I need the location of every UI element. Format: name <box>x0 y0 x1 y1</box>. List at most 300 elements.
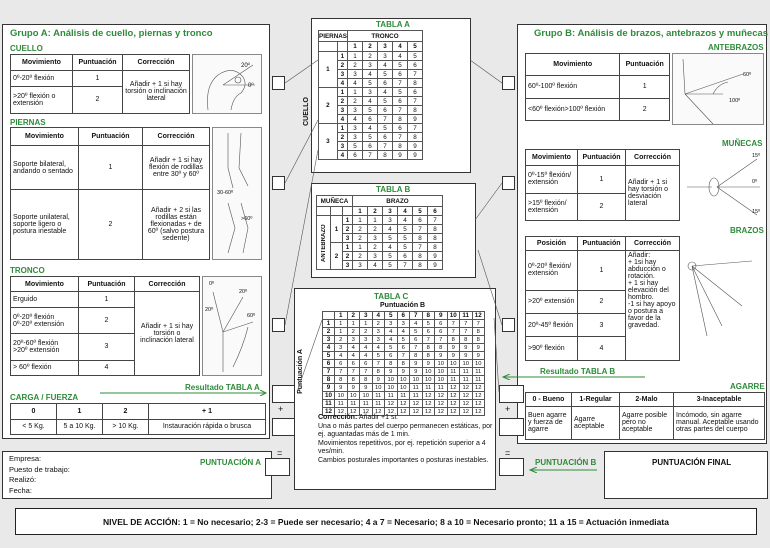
tabla-a-cell: 2 <box>348 97 363 106</box>
puntuacion-a-label: PUNTUACIÓN A <box>200 458 262 467</box>
tabla-a-cell: 5 <box>378 124 393 133</box>
tabla-c-cell: 12 <box>385 400 398 408</box>
tabla-a-cell: 8 <box>393 115 408 124</box>
tabla-a-cell: 6 <box>348 151 363 160</box>
movement-cell: 0º-20º flexión/ extensión <box>526 250 578 290</box>
tabla-c-cell: 10 <box>360 392 373 400</box>
piernas-header: PIERNAS <box>319 32 347 40</box>
tabla-c-cell: 12 <box>335 408 348 416</box>
tronco-score-box[interactable] <box>272 318 285 332</box>
antebrazos-table <box>525 53 670 121</box>
carga-value: > 10 Kg. <box>103 419 149 435</box>
movement-cell: 20º-60º flexión >20º extensión <box>11 334 79 360</box>
tabla-b-cell: 4 <box>383 243 398 252</box>
tabla-a-cell: 7 <box>408 97 423 106</box>
tabla-c-cell: 7 <box>360 368 373 376</box>
tabla-a-cell: 5 <box>408 52 423 61</box>
col-header: Corrección <box>626 237 680 251</box>
puntuacion-b-box[interactable] <box>499 458 524 476</box>
trunk-drawing <box>203 277 263 377</box>
tabla-a-cell: 5 <box>393 61 408 70</box>
tabla-c-cell: 3 <box>372 328 385 336</box>
movement-cell: 60º-100º flexión <box>526 76 620 98</box>
tabla-c-row-header: 8 <box>323 376 335 384</box>
tabla-c-cell: 11 <box>422 384 435 392</box>
tabla-c-cell: 12 <box>472 384 485 392</box>
neck-figure <box>192 54 262 114</box>
tabla-c-cell: 11 <box>335 400 348 408</box>
tabla-c-row-header: 3 <box>323 336 335 344</box>
brazo-col-header: 4 <box>398 207 413 216</box>
tabla-b-cell: 8 <box>413 252 428 261</box>
tabla-c-cell: 7 <box>460 320 473 328</box>
tabla-c-row-header: 11 <box>323 400 335 408</box>
tabla-a-cell: 6 <box>378 79 393 88</box>
tabla-c-cell: 12 <box>397 408 410 416</box>
piernas-table <box>10 127 210 260</box>
score-cell: 1 <box>79 292 135 307</box>
tabla-c-cell: 9 <box>372 376 385 384</box>
correction-cell: Añadir + 1 si hay flexión de rodillas entre 30º y 60º <box>143 146 210 190</box>
score-cell: 4 <box>79 360 135 375</box>
tabla-c-cell: 11 <box>410 384 423 392</box>
piernas-value: 3 <box>337 142 347 151</box>
tronco-col-header: 3 <box>378 42 393 52</box>
tabla-c-cell: 9 <box>410 368 423 376</box>
col-header: Movimiento <box>526 54 620 76</box>
tabla-c-cell: 3 <box>397 320 410 328</box>
cuello-table <box>10 54 190 114</box>
col-header: Puntuación <box>73 55 123 71</box>
tabla-c-cell: 11 <box>372 392 385 400</box>
tabla-c-cell: 7 <box>410 344 423 352</box>
piernas-value: 4 <box>337 79 347 88</box>
tabla-b-cell: 4 <box>368 261 383 270</box>
tabla-c-cell: 4 <box>397 328 410 336</box>
tabla-c-cell: 2 <box>360 328 373 336</box>
tabla-b-cell: 2 <box>353 252 368 261</box>
tabla-c-cell: 10 <box>347 392 360 400</box>
col-header: Movimiento <box>11 277 79 292</box>
tabla-a-cell: 5 <box>348 142 363 151</box>
tabla-c-col-header: 6 <box>397 312 410 320</box>
tabla-c-cell: 2 <box>335 336 348 344</box>
tabla-c-cell: 10 <box>472 360 485 368</box>
movement-cell: Soporte bilateral, andando o sentado <box>11 146 79 190</box>
piernas-score-box[interactable] <box>272 176 285 190</box>
brazos-score-box[interactable] <box>502 318 515 332</box>
tabla-a-cell: 3 <box>348 133 363 142</box>
tabla-c-row-header: 6 <box>323 360 335 368</box>
tabla-c-cell: 4 <box>372 344 385 352</box>
piernas-value: 2 <box>337 133 347 142</box>
cuello-axis-label: CUELLO <box>302 97 310 126</box>
tabla-c-cell: 1 <box>335 320 348 328</box>
piernas-value: 3 <box>337 106 347 115</box>
cuello-value: 1 <box>319 52 338 88</box>
tabla-b-cell: 4 <box>383 225 398 234</box>
col-header: Puntuación <box>620 54 670 76</box>
tabla-c-cell: 3 <box>385 320 398 328</box>
tabla-b-cell: 2 <box>368 243 383 252</box>
tabla-c-cell: 1 <box>335 328 348 336</box>
score-cell: 1 <box>578 166 626 193</box>
piernas-value: 4 <box>337 151 347 160</box>
score-cell: 2 <box>578 290 626 313</box>
puntuacion-final-label: PUNTUACIÓN FINAL <box>652 458 732 467</box>
muneca-value: 3 <box>343 234 353 243</box>
tabla-c-cell: 12 <box>460 384 473 392</box>
tabla-c-col-header: 9 <box>435 312 448 320</box>
tabla-c-cell: 2 <box>347 328 360 336</box>
agarre-value: Incómodo, sin agarre manual. Aceptable usando otras partes del cuerpo <box>674 406 765 439</box>
tabla-c-cell: 6 <box>347 360 360 368</box>
tabla-c-cell: 8 <box>422 352 435 360</box>
tabla-a-cell: 3 <box>363 88 378 97</box>
tabla-a-cell: 7 <box>378 115 393 124</box>
tabla-a-cell: 5 <box>363 106 378 115</box>
tabla-c-cell: 7 <box>372 360 385 368</box>
correccion-block <box>318 414 493 465</box>
wrist-angle-label: 0º <box>752 179 758 185</box>
tabla-c-cell: 9 <box>360 384 373 392</box>
col-header: Corrección <box>626 150 680 166</box>
tabla-c-cell: 8 <box>347 376 360 384</box>
tabla-a-cell: 4 <box>348 79 363 88</box>
tabla-c-cell: 4 <box>385 336 398 344</box>
movement-cell: <60º flexión>100º flexión <box>526 98 620 120</box>
tabla-c-cell: 12 <box>385 408 398 416</box>
tabla-c-row-header: 1 <box>323 320 335 328</box>
tabla-c-cell: 4 <box>360 344 373 352</box>
tabla-a-cell: 7 <box>408 70 423 79</box>
forearm-angle-label: 100º <box>729 98 741 104</box>
tabla-c-cell: 12 <box>410 408 423 416</box>
tronco-table <box>10 276 200 376</box>
tabla-c-cell: 11 <box>460 368 473 376</box>
tabla-c-cell: 6 <box>397 344 410 352</box>
muneca-value: 2 <box>343 225 353 234</box>
tabla-a-cell: 7 <box>378 142 393 151</box>
correction-cell: Añadir + 1 si hay torsión o desviación lateral <box>626 166 680 221</box>
resultado-b-arrow <box>500 374 650 380</box>
tabla-c-row-header: 10 <box>323 392 335 400</box>
tabla-c-cell: 7 <box>447 328 460 336</box>
tabla-b-cell: 9 <box>428 252 443 261</box>
brazo-col-header: 3 <box>383 207 398 216</box>
col-header: Puntuación <box>79 128 143 146</box>
tabla-c-cell: 12 <box>447 392 460 400</box>
piernas-value: 2 <box>337 61 347 70</box>
tabla-c-cell: 10 <box>397 376 410 384</box>
tabla-b-cell: 5 <box>398 225 413 234</box>
tabla-c-row-header: 7 <box>323 368 335 376</box>
forearm-figure <box>672 53 764 125</box>
tabla-c-cell: 8 <box>397 360 410 368</box>
tabla-a-cell: 5 <box>363 133 378 142</box>
correction-cell: Añadir: + 1si hay abducción o rotación. + 1 si hay elevación del hombro. -1 si hay apoyo o postura a favor de la gravedad. <box>626 250 680 360</box>
tronco-col-header: 2 <box>363 42 378 52</box>
brazo-col-header: 1 <box>353 207 368 216</box>
resultado-a-label: Resultado TABLA A <box>185 383 260 392</box>
tabla-c-cell: 12 <box>447 408 460 416</box>
connector <box>470 60 502 83</box>
tabla-b-cell: 7 <box>413 225 428 234</box>
tabla-c-row-header: 4 <box>323 344 335 352</box>
piernas-value: 4 <box>337 115 347 124</box>
tabla-c-cell: 6 <box>410 336 423 344</box>
resultado-b-label: Resultado TABLA B <box>540 367 616 376</box>
group-a-title: Grupo A: Análisis de cuello, piernas y tronco <box>10 28 213 39</box>
tabla-b-cell: 7 <box>413 243 428 252</box>
piernas-value: 2 <box>337 97 347 106</box>
tabla-a-cell: 2 <box>363 52 378 61</box>
tabla-c-cell: 11 <box>385 392 398 400</box>
tabla-a-cell: 4 <box>348 115 363 124</box>
plus-sign-b: + <box>505 404 511 414</box>
tabla-a-cell: 4 <box>378 88 393 97</box>
piernas-label: PIERNAS <box>10 118 46 127</box>
legs-angle-label: 30-60º <box>217 190 234 196</box>
score-cell: 2 <box>620 98 670 120</box>
tabla-a-cell: 4 <box>363 97 378 106</box>
tabla-b-cell: 8 <box>428 225 443 234</box>
muneca-header: MUÑECA <box>317 196 353 207</box>
score-cell: 4 <box>578 337 626 361</box>
cuello-label: CUELLO <box>10 44 43 53</box>
tabla-c-cell: 12 <box>410 400 423 408</box>
tabla-c-cell: 10 <box>397 384 410 392</box>
munecas-score-box[interactable] <box>502 176 515 190</box>
tabla-c-col-header: 3 <box>360 312 373 320</box>
tabla-c-cell: 8 <box>335 376 348 384</box>
arm-figure <box>682 236 764 361</box>
tabla-c-cell: 9 <box>397 368 410 376</box>
score-cell: 2 <box>79 307 135 333</box>
tronco-col-header: 1 <box>348 42 363 52</box>
tabla-c-cell: 1 <box>347 320 360 328</box>
agarre-header: 3-Inaceptable <box>674 393 765 407</box>
tabla-b-cell: 1 <box>353 216 368 225</box>
tabla-c-cell: 11 <box>472 376 485 384</box>
tabla-c-cell: 8 <box>372 368 385 376</box>
brazo-col-header: 5 <box>413 207 428 216</box>
forearm-angle-label: 60º <box>743 72 752 78</box>
piernas-value: 1 <box>337 52 347 61</box>
antebrazo-value: 2 <box>331 243 343 270</box>
tabla-a-cell: 3 <box>378 52 393 61</box>
tabla-b-cell: 2 <box>353 234 368 243</box>
tabla-a-cell: 8 <box>408 133 423 142</box>
tabla-c-cell: 12 <box>472 408 485 416</box>
movement-cell: >90º flexión <box>526 337 578 361</box>
resultado-b-box[interactable] <box>499 385 524 403</box>
tabla-b-cell: 9 <box>428 261 443 270</box>
score-cell: 2 <box>73 86 123 113</box>
tabla-c-cell: 7 <box>460 328 473 336</box>
tabla-c-cell: 7 <box>335 368 348 376</box>
tabla-c-cell: 9 <box>472 344 485 352</box>
tabla-c-cell: 5 <box>385 344 398 352</box>
puntuacion-b-label: PUNTUACIÓN B <box>535 458 597 467</box>
muneca-value: 1 <box>343 243 353 252</box>
tabla-a-cell: 3 <box>348 106 363 115</box>
tabla-c-cell: 12 <box>397 400 410 408</box>
tabla-b-cell: 5 <box>383 261 398 270</box>
tabla-c-cell: 12 <box>360 408 373 416</box>
group-b-title: Grupo B: Análisis de brazos, antebrazos y muñecas <box>534 28 769 39</box>
carga-header: 0 <box>11 404 57 420</box>
tabla-c-cell: 11 <box>460 376 473 384</box>
tabla-c-cell: 4 <box>347 352 360 360</box>
resultado-a-arrow <box>100 390 270 396</box>
tabla-c-cell: 12 <box>460 400 473 408</box>
tabla-c-cell: 10 <box>410 376 423 384</box>
tabla-c-cell: 12 <box>460 408 473 416</box>
tabla-c-cell: 5 <box>410 328 423 336</box>
empresa-label: Empresa: <box>9 454 42 463</box>
tabla-c-cell: 9 <box>447 344 460 352</box>
tabla-a-cell: 6 <box>393 124 408 133</box>
agarre-header: 2-Malo <box>620 393 674 407</box>
tronco-col-header: 5 <box>408 42 423 52</box>
brazos-table <box>525 236 680 361</box>
tabla-b-cell: 1 <box>353 243 368 252</box>
puntuacion-a-box[interactable] <box>265 458 290 476</box>
tabla-c-cell: 6 <box>435 328 448 336</box>
tabla-b-cell: 3 <box>383 216 398 225</box>
tabla-c-cell: 8 <box>385 360 398 368</box>
tabla-c-cell: 10 <box>435 376 448 384</box>
agarre-box[interactable] <box>499 418 524 436</box>
tabla-c-row-header: 9 <box>323 384 335 392</box>
tabla-c-cell: 8 <box>360 376 373 384</box>
antebrazo-axis-label: ANTEBRAZO <box>317 216 331 270</box>
antebrazos-score-box[interactable] <box>502 76 515 90</box>
tabla-c-cell: 11 <box>397 392 410 400</box>
tabla-c-cell: 10 <box>460 360 473 368</box>
tabla-c-row-header: 2 <box>323 328 335 336</box>
tabla-a-cell: 4 <box>393 52 408 61</box>
tabla-a-cell: 1 <box>348 88 363 97</box>
tabla-c-cell: 12 <box>435 408 448 416</box>
tabla-c-col-header: 4 <box>372 312 385 320</box>
tabla-b-cell: 4 <box>398 216 413 225</box>
correction-cell: Añadir + 1 si hay torsión o inclinación lateral <box>135 292 200 376</box>
tabla-a-cell: 6 <box>378 106 393 115</box>
correction-cell: Añadir + 2 si las rodillas están flexionadas + de 60º (salvo postura sedente) <box>143 190 210 260</box>
forearm-drawing <box>673 54 765 126</box>
score-cell: 1 <box>578 250 626 290</box>
tabla-a-cell: 4 <box>378 61 393 70</box>
tabla-c-cell: 10 <box>435 360 448 368</box>
tabla-a-cell: 7 <box>363 151 378 160</box>
col-header: Puntuación <box>578 150 626 166</box>
tabla-b-cell: 5 <box>383 234 398 243</box>
muneca-value: 1 <box>343 216 353 225</box>
piernas-value: 3 <box>337 70 347 79</box>
tabla-b-cell: 2 <box>353 225 368 234</box>
arm-drawing <box>682 236 764 361</box>
tabla-c-cell: 5 <box>422 320 435 328</box>
brazos-label: BRAZOS <box>730 226 764 235</box>
tabla-b-cell: 8 <box>428 243 443 252</box>
tabla-c-cell: 4 <box>410 320 423 328</box>
tabla-c-cell: 11 <box>447 368 460 376</box>
tabla-c-cell: 12 <box>435 400 448 408</box>
tabla-c-cell: 11 <box>347 400 360 408</box>
tabla-c-cell: 11 <box>372 400 385 408</box>
tabla-c-col-header: 12 <box>472 312 485 320</box>
connector <box>475 183 502 220</box>
tabla-c-cell: 10 <box>335 392 348 400</box>
correction-cell: Añadir + 1 si hay torsión o inclinación lateral <box>123 70 190 113</box>
tabla-c-cell: 10 <box>372 384 385 392</box>
tabla-a-cell: 5 <box>363 79 378 88</box>
plus-sign: + <box>278 404 284 414</box>
tabla-a-cell: 6 <box>408 61 423 70</box>
cuello-score-box[interactable] <box>272 76 285 90</box>
tabla-c-cell: 3 <box>335 344 348 352</box>
tabla-a-cell: 8 <box>408 106 423 115</box>
tabla-c-cell: 7 <box>347 368 360 376</box>
tabla-c-cell: 12 <box>347 408 360 416</box>
tabla-c-col-header: 8 <box>422 312 435 320</box>
tabla-a-cell: 6 <box>393 70 408 79</box>
tabla-b-label: TABLA B <box>376 185 411 194</box>
tabla-c-col-header: 5 <box>385 312 398 320</box>
carga-header: + 1 <box>149 404 266 420</box>
score-cell: 3 <box>578 314 626 337</box>
tabla-c-col-header: 2 <box>347 312 360 320</box>
antebrazo-value: 1 <box>331 216 343 243</box>
tabla-c-cell: 12 <box>460 392 473 400</box>
agarre-label: AGARRE <box>730 382 765 391</box>
score-cell: 3 <box>79 334 135 360</box>
tabla-c-cell: 11 <box>447 376 460 384</box>
tabla-c-cell: 6 <box>360 360 373 368</box>
tabla-b-cell: 5 <box>398 243 413 252</box>
trunk-angle-label: 20º <box>205 307 214 313</box>
carga-header: 1 <box>57 404 103 420</box>
carga-value: 5 a 10 Kg. <box>57 419 103 435</box>
tabla-c-cell: 9 <box>460 344 473 352</box>
fecha-label: Fecha: <box>9 485 32 495</box>
tabla-c-cell: 12 <box>372 408 385 416</box>
movement-cell: >15º flexión/ extensión <box>526 193 578 220</box>
agarre-value: Agarre aceptable <box>572 406 620 439</box>
brazo-col-header: 2 <box>368 207 383 216</box>
antebrazos-label: ANTEBRAZOS <box>708 43 764 52</box>
tabla-c-cell: 12 <box>435 392 448 400</box>
tabla-a-cell: 3 <box>348 124 363 133</box>
movement-cell: Erguido <box>11 292 79 307</box>
tabla-a-cell: 6 <box>378 133 393 142</box>
carga-value: < 5 Kg. <box>11 419 57 435</box>
tabla-c-cell: 8 <box>410 352 423 360</box>
tabla-c-cell: 6 <box>385 352 398 360</box>
munecas-table <box>525 149 680 221</box>
agarre-table <box>525 392 765 440</box>
tabla-c-cell: 6 <box>435 320 448 328</box>
tabla-a-cell: 6 <box>363 115 378 124</box>
movement-cell: 0º-15º flexión/ extensión <box>526 166 578 193</box>
tabla-c-cell: 10 <box>447 360 460 368</box>
movement-cell: >20º extensión <box>526 290 578 313</box>
brazo-col-header: 6 <box>428 207 443 216</box>
tabla-c-cell: 3 <box>360 336 373 344</box>
tronco-col-header: 4 <box>393 42 408 52</box>
